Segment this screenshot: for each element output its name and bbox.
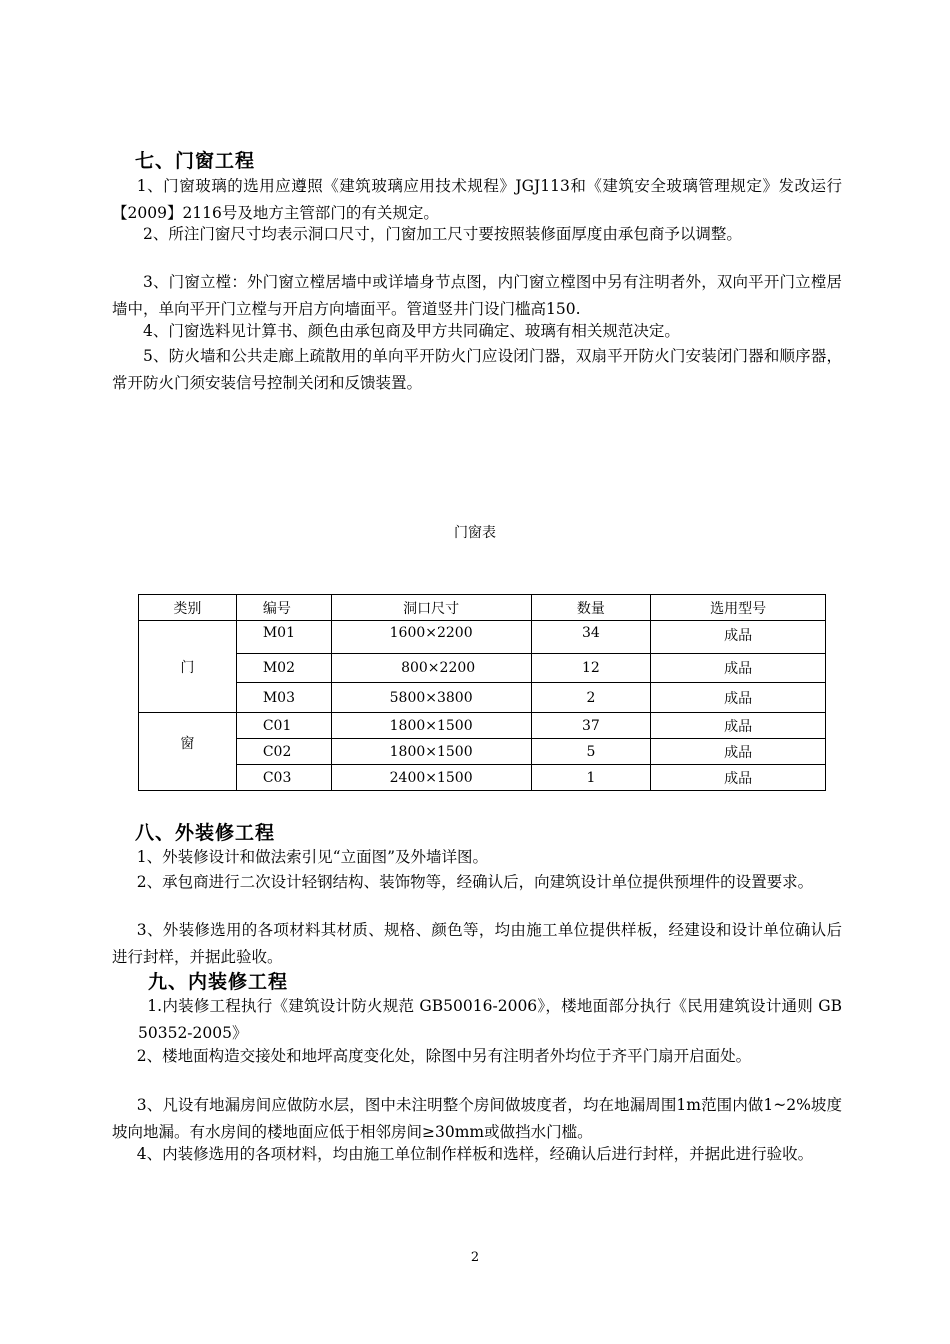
cell-type: 成品 bbox=[651, 713, 826, 739]
cell-type: 成品 bbox=[651, 739, 826, 765]
cell-qty: 1 bbox=[531, 765, 651, 791]
cell-qty: 34 bbox=[531, 621, 651, 654]
cell-qty: 5 bbox=[531, 739, 651, 765]
cell-qty: 37 bbox=[531, 713, 651, 739]
header-category: 类别 bbox=[139, 595, 237, 621]
table-row bbox=[139, 621, 826, 654]
cell-type: 成品 bbox=[651, 621, 826, 654]
cell-code: M02 bbox=[236, 654, 331, 683]
cell-size: 1800×1500 bbox=[331, 713, 531, 739]
section-8-title: 八、外装修工程 bbox=[135, 822, 276, 844]
cell-type: 成品 bbox=[651, 654, 826, 683]
category-window: 窗 bbox=[139, 713, 237, 791]
table-header-row bbox=[139, 595, 826, 621]
table-row bbox=[139, 654, 826, 683]
section-8-item-2: 2、承包商进行二次设计轻钢结构、装饰物等，经确认后，向建筑设计单位提供预埋件的设置要求。 bbox=[136, 873, 814, 891]
cell-qty: 2 bbox=[531, 683, 651, 713]
cell-size: 800×2200 bbox=[331, 654, 531, 683]
section-8-item-3: 3、外装修选用的各项材料其材质、规格、颜色等，均由施工单位提供样板，经建设和设计单位确认后进行封样，并据此验收。 bbox=[112, 921, 842, 966]
table-caption: 门窗表 bbox=[454, 525, 496, 541]
section-7-item-1: 1、门窗玻璃的选用应遵照《建筑玻璃应用技术规程》JGJ113和《建筑安全玻璃管理规定》发改运行【2009】2116号及地方主管部门的有关规定。 bbox=[112, 177, 842, 222]
section-7-item-4: 4、门窗选料见计算书、颜色由承包商及甲方共同确定、玻璃有相关规范决定。 bbox=[143, 322, 680, 340]
cell-code: C03 bbox=[236, 765, 331, 791]
category-door: 门 bbox=[139, 621, 237, 713]
header-size: 洞口尺寸 bbox=[331, 595, 531, 621]
cell-size: 1600×2200 bbox=[331, 621, 531, 654]
header-qty: 数量 bbox=[531, 595, 651, 621]
section-9-item-3: 3、凡设有地漏房间应做防水层，图中未注明整个房间做坡度者，均在地漏周围1m范围内做1~2%坡度坡向地漏。有水房间的楼地面应低于相邻房间≥30mm或做挡水门槛。 bbox=[112, 1096, 842, 1141]
table-row bbox=[139, 739, 826, 765]
section-9-item-4: 4、内装修选用的各项材料，均由施工单位制作样板和选样，经确认后进行封样，并据此进行验收。 bbox=[136, 1145, 814, 1163]
page-number: 2 bbox=[470, 1250, 480, 1265]
section-7-title: 七、门窗工程 bbox=[135, 150, 256, 172]
section-7-item-5: 5、防火墙和公共走廊上疏散用的单向平开防火门应设闭门器，双扇平开防火门安装闭门器和顺序器，常开防火门须安装信号控制关闭和反馈装置。 bbox=[112, 347, 842, 392]
header-code: 编号 bbox=[236, 595, 331, 621]
door-window-table bbox=[138, 594, 826, 791]
cell-code: C01 bbox=[236, 713, 331, 739]
section-7-item-2: 2、所注门窗尺寸均表示洞口尺寸，门窗加工尺寸要按照装修面厚度由承包商予以调整。 bbox=[143, 225, 742, 243]
cell-size: 5800×3800 bbox=[331, 683, 531, 713]
section-9-title: 九、内装修工程 bbox=[148, 971, 289, 993]
cell-code: M01 bbox=[236, 621, 331, 654]
section-7-item-3: 3、门窗立樘：外门窗立樘居墙中或详墙身节点图，内门窗立樘图中另有注明者外，双向平开门立樘居墙中，单向平开门立樘与开启方向墙面平。管道竖井门设门槛高150. bbox=[112, 273, 842, 318]
cell-qty: 12 bbox=[531, 654, 651, 683]
section-9-item-1: 1.内装修工程执行《建筑设计防火规范 GB50016-2006》，楼地面部分执行《民用建筑设计通则 GB 50352-2005》 bbox=[138, 997, 842, 1042]
cell-size: 1800×1500 bbox=[331, 739, 531, 765]
cell-size: 2400×1500 bbox=[331, 765, 531, 791]
table-row bbox=[139, 713, 826, 739]
cell-code: C02 bbox=[236, 739, 331, 765]
cell-code: M03 bbox=[236, 683, 331, 713]
cell-type: 成品 bbox=[651, 683, 826, 713]
table-row bbox=[139, 683, 826, 713]
section-9-item-2: 2、楼地面构造交接处和地坪高度变化处，除图中另有注明者外均位于齐平门扇开启面处。 bbox=[136, 1047, 752, 1065]
table-row bbox=[139, 765, 826, 791]
section-8-item-1: 1、外装修设计和做法索引见“立面图”及外墙详图。 bbox=[136, 848, 489, 866]
cell-type: 成品 bbox=[651, 765, 826, 791]
header-type: 选用型号 bbox=[651, 595, 826, 621]
